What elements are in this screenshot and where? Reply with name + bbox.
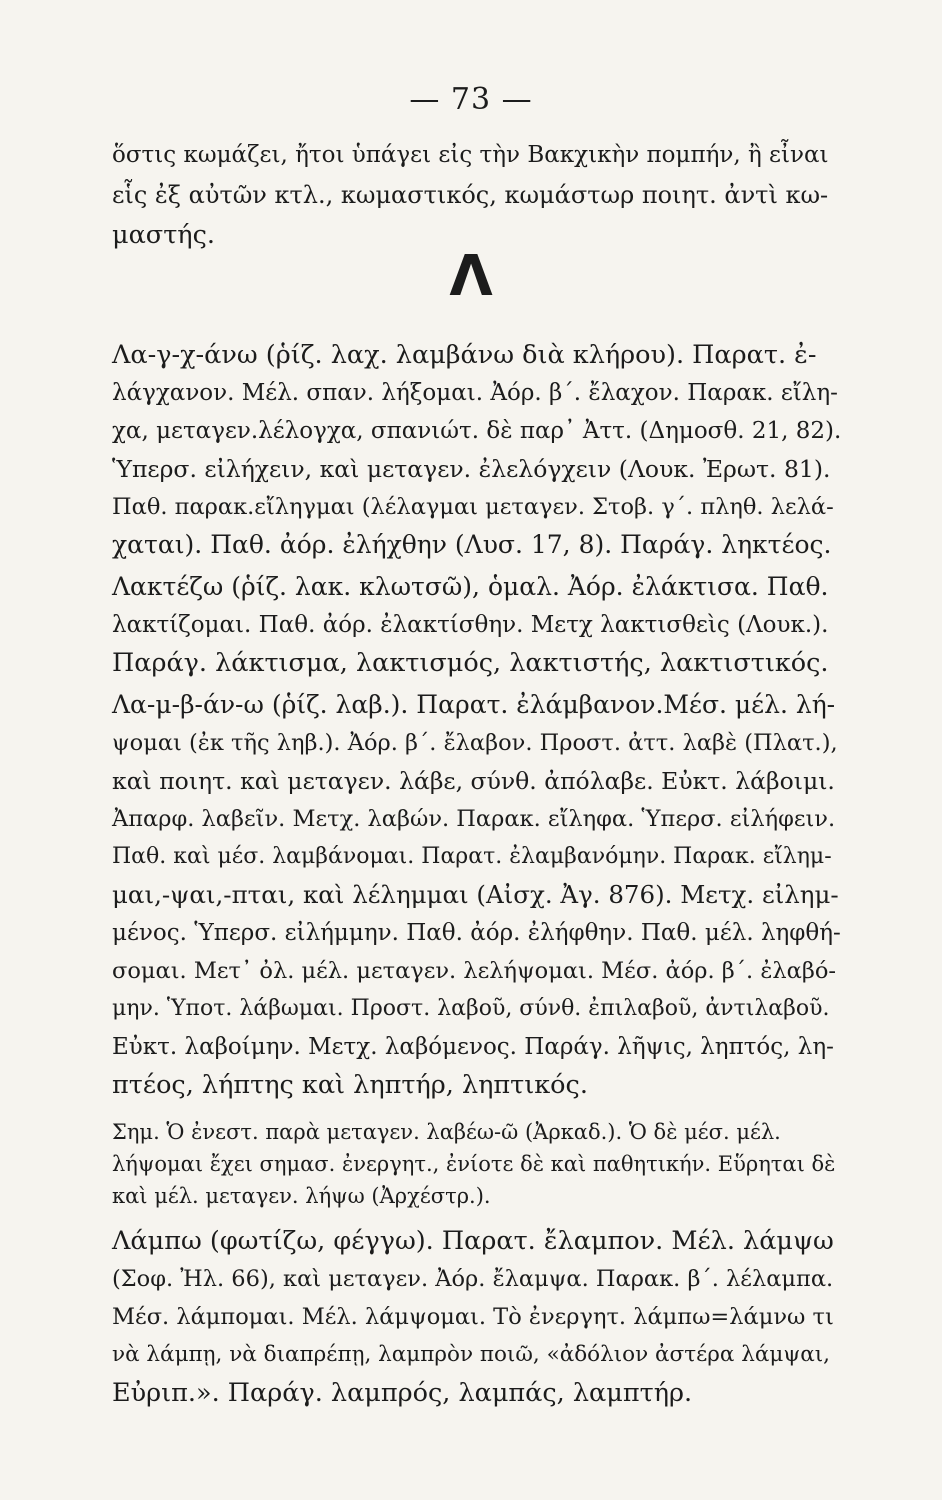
text-line: ὅστις κωμάζει, ἤτοι ὑπάγει εἰς τὴν Βακχικὴν πομπήν, ἢ εἶναι — [112, 142, 829, 168]
section-letter: Λ — [449, 244, 493, 309]
text-line: εἷς ἐξ αὐτῶν κτλ., κωμαστικός, κωμάστωρ ποιητ. ἀντὶ κω- — [112, 181, 829, 209]
text-line: χαται). Παθ. ἀόρ. ἐλήχθην (Λυσ. 17, 8). Παράγ. ληκτέος. — [112, 530, 832, 559]
text-line: Εὐριπ.». Παράγ. λαμπρός, λαμπάς, λαμπτήρ. — [112, 1378, 693, 1408]
entry-headword-line: Λα-γ-χ-άνω (ῥίζ. λαχ. λαμβάνω διὰ κλήρου). Παρατ. ἐ- — [112, 340, 817, 370]
text-line: μην. Ὑποτ. λάβωμαι. Προστ. λαβοῦ, σύνθ. ἐπιλαβοῦ, ἀντιλαβοῦ. — [112, 996, 830, 1021]
text-line: πτέος, λήπτης καὶ ληπτήρ, ληπτικός. — [112, 1070, 588, 1100]
text-line: λακτίζομαι. Παθ. ἀόρ. ἐλακτίσθην. Μετχ λακτισθεὶς (Λουκ.). — [112, 612, 829, 638]
text-line: Παθ. παρακ.εἴληγμαι (λέλαγμαι μεταγεν. Στοβ. γ΄. πληθ. λελά- — [112, 494, 834, 520]
text-line: Παθ. καὶ μέσ. λαμβάνομαι. Παρατ. ἐλαμβανόμην. Παρακ. εἴλημ- — [112, 844, 832, 869]
text-line: Εὐκτ. λαβοίμην. Μετχ. λαβόμενος. Παράγ. λῆψις, ληπτός, λη- — [112, 1034, 834, 1060]
text-line: Μέσ. λάμπομαι. Μέλ. λάμψομαι. Τὸ ἐνεργητ. λάμπω=λάμνω τι — [112, 1304, 834, 1330]
note-line: καὶ μέλ. μεταγεν. λήψω (Ἀρχέστρ.). — [112, 1184, 491, 1208]
text-line: σομαι. Μετ᾽ ὀλ. μέλ. μεταγεν. λελήψομαι. Μέσ. ἀόρ. β΄. ἐλαβό- — [112, 958, 837, 984]
note-line: Σημ. Ὁ ἐνεστ. παρὰ μεταγεν. λαβέω-ῶ (Ἀρκαδ.). Ὁ δὲ μέσ. μέλ. — [112, 1120, 781, 1144]
text-line: νὰ λάμπῃ, νὰ διαπρέπῃ, λαμπρὸν ποιῶ, «ἀδόλιον ἀστέρα λάμψαι, — [112, 1342, 831, 1367]
text-line: Ἀπαρφ. λαβεῖν. Μετχ. λαβών. Παρακ. εἴληφα. Ὑπερσ. εἰλήφειν. — [112, 806, 836, 832]
text-line: μένος. Ὑπερσ. εἰλήμμην. Παθ. ἀόρ. ἐλήφθην. Παθ. μέλ. ληφθή- — [112, 920, 841, 946]
note-line: λήψομαι ἔχει σημασ. ἐνεργητ., ἐνίοτε δὲ καὶ παθητικήν. Εὕρηται δὲ — [112, 1152, 836, 1176]
text-line: καὶ ποιητ. καὶ μεταγεν. λάβε, σύνθ. ἀπόλαβε. Εὐκτ. λάβοιμι. — [112, 767, 835, 795]
entry-headword-line: Λα-μ-β-άν-ω (ῥίζ. λαβ.). Παρατ. ἐλάμβανον.Μέσ. μέλ. λή- — [112, 690, 836, 719]
text-line: μαι,-ψαι,-πται, καὶ λέλημμαι (Αἰσχ. Ἀγ. 876). Μετχ. εἰλημ- — [112, 880, 839, 909]
page-number: — 73 — — [409, 82, 533, 117]
text-line: Ὑπερσ. εἰλήχειν, καὶ μεταγεν. ἐλελόγχειν (Λουκ. Ἐρωτ. 81). — [112, 455, 831, 483]
text-line: χα, μεταγεν.λέλογχα, σπανιώτ. δὲ παρ᾽ Ἀττ. (Δημοσθ. 21, 82). — [112, 418, 842, 444]
text-line: μαστής. — [112, 220, 215, 250]
text-line: (Σοφ. Ἠλ. 66), καὶ μεταγεν. Ἀόρ. ἔλαμψα. Παρακ. β΄. λέλαμπα. — [112, 1266, 834, 1292]
text-line: Παράγ. λάκτισμα, λακτισμός, λακτιστής, λακτιστικός. — [112, 648, 829, 678]
text-line: λάγχανον. Μέλ. σπαν. λήξομαι. Ἀόρ. β΄. ἔλαχον. Παρακ. εἴλη- — [112, 380, 838, 406]
text-line: ψομαι (ἐκ τῆς ληβ.). Ἀόρ. β΄. ἔλαβον. Προστ. ἀττ. λαβὲ (Πλατ.), — [112, 730, 838, 756]
entry-headword-line: Λάμπω (φωτίζω, φέγγω). Παρατ. ἔλαμπον. Μέλ. λάμψω — [112, 1226, 834, 1256]
entry-headword-line: Λακτέζω (ῥίζ. λακ. κλωτσῶ), ὁμαλ. Ἀόρ. ἐλάκτισα. Παθ. — [112, 572, 829, 601]
